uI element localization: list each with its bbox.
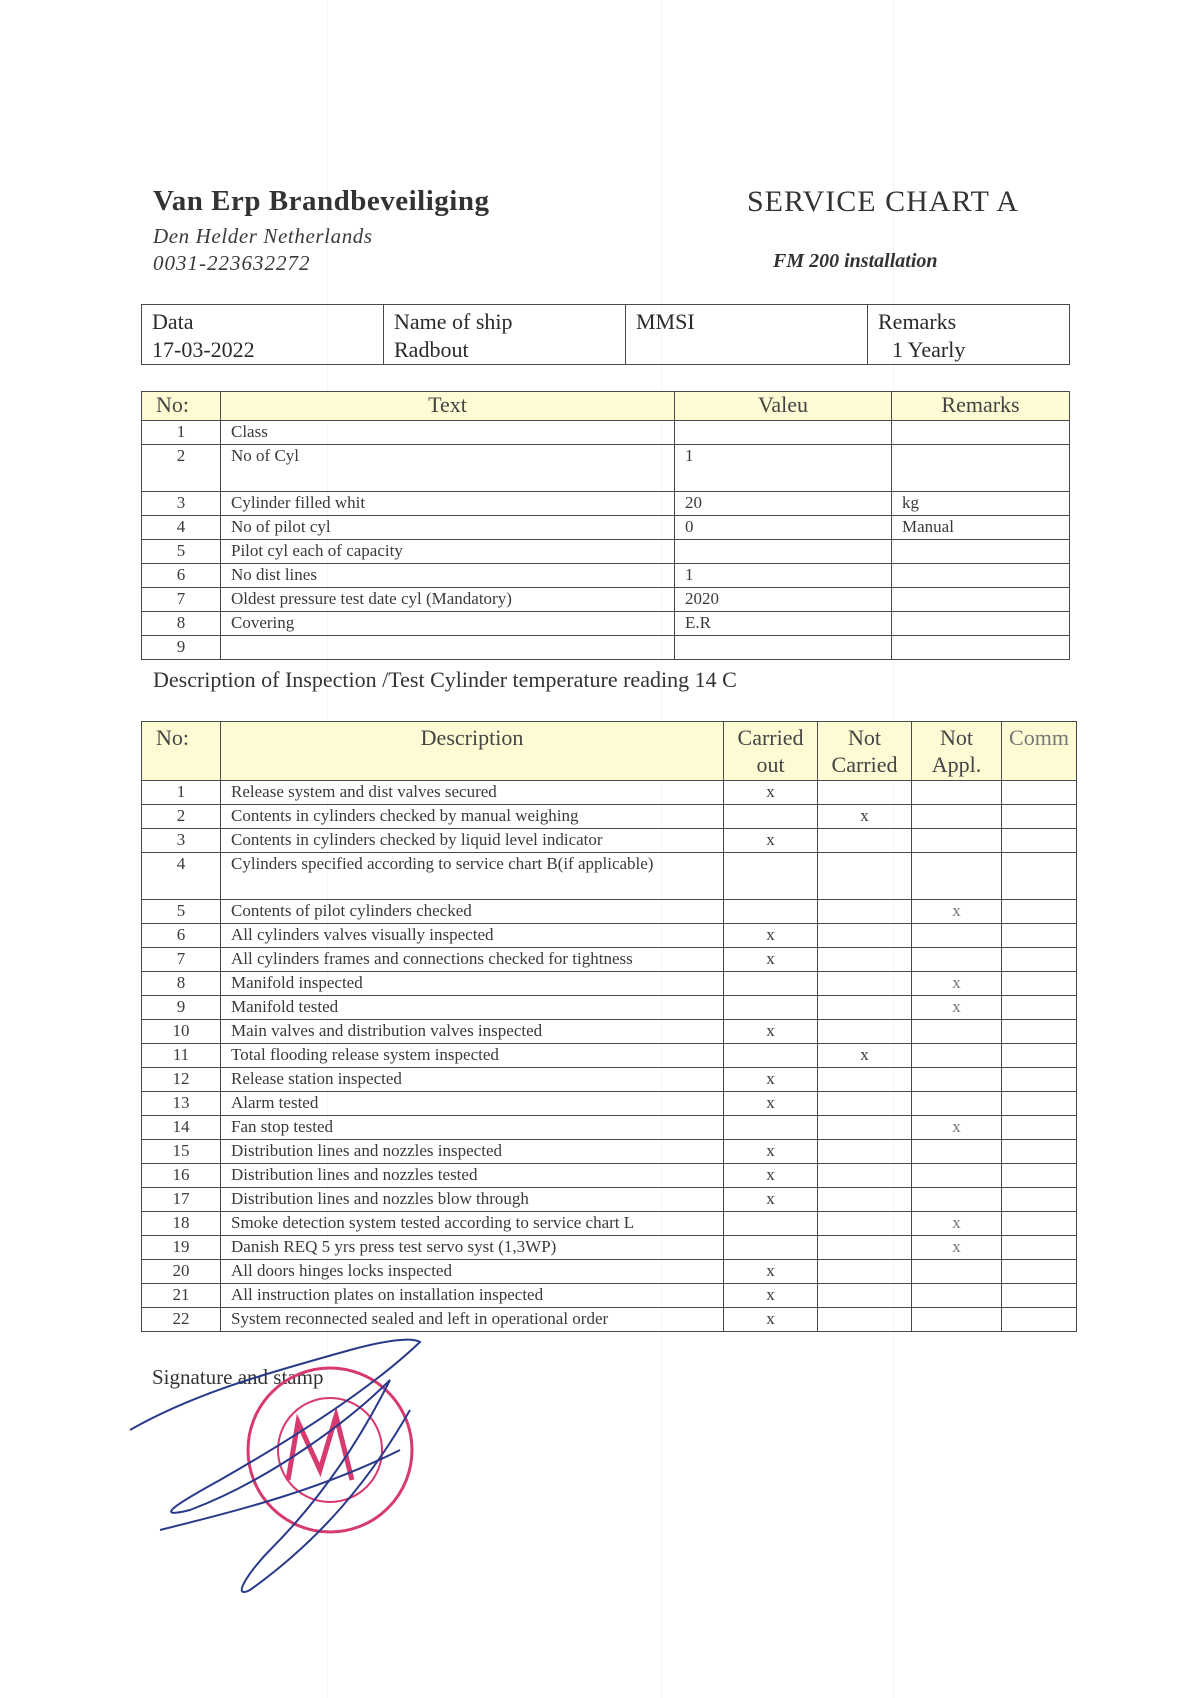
cell-comm xyxy=(1002,1092,1077,1116)
cell-not-appl xyxy=(912,1164,1002,1188)
cell-not-appl xyxy=(912,1188,1002,1212)
cell-comm xyxy=(1002,853,1077,900)
spec-table xyxy=(141,391,1070,660)
spec-cell-text: Cylinder filled whit xyxy=(221,492,675,516)
spec-cell-value: 20 xyxy=(675,492,892,516)
cell-not-carried xyxy=(818,1188,912,1212)
cell-not-carried xyxy=(818,948,912,972)
insp-header-not-carried xyxy=(818,722,912,781)
cell-comm xyxy=(1002,1308,1077,1332)
signature-stamp xyxy=(120,1330,460,1630)
spec-header-text: Text xyxy=(221,392,675,421)
cell-not-appl xyxy=(912,853,1002,900)
inspection-row xyxy=(142,1260,1077,1284)
cell-comm xyxy=(1002,1116,1077,1140)
spec-row xyxy=(142,612,1070,636)
cell-not-appl xyxy=(912,1236,1002,1260)
cell-carried-out xyxy=(724,1092,818,1116)
inspection-row xyxy=(142,853,1077,900)
cell-description: Release system and dist valves secured xyxy=(221,781,724,805)
cell-not-appl xyxy=(912,924,1002,948)
inspection-row xyxy=(142,996,1077,1020)
spec-cell-no: 3 xyxy=(142,492,221,516)
cell-carried-out xyxy=(724,1116,818,1140)
insp-header-not-appl xyxy=(912,722,1002,781)
cell-comm xyxy=(1002,1164,1077,1188)
cell-not-appl xyxy=(912,1092,1002,1116)
signature-label: Signature and stamp xyxy=(152,1365,324,1389)
spec-cell-remarks xyxy=(892,421,1070,445)
cell-carried-out xyxy=(724,1284,818,1308)
inspection-row xyxy=(142,1092,1077,1116)
cell-carried-out xyxy=(724,996,818,1020)
cell-not-carried xyxy=(818,900,912,924)
cell-not-carried xyxy=(818,1212,912,1236)
cell-description: Smoke detection system tested according to service chart L xyxy=(221,1212,724,1236)
cell-comm xyxy=(1002,1188,1077,1212)
spec-cell-remarks: kg xyxy=(892,492,1070,516)
spec-header-remarks: Remarks xyxy=(892,392,1070,421)
cell-description: System reconnected sealed and left in operational order xyxy=(221,1308,724,1332)
check-mark: x xyxy=(766,1189,775,1208)
cell-comm xyxy=(1002,1236,1077,1260)
cell-comm xyxy=(1002,1044,1077,1068)
cell-not-appl xyxy=(912,1260,1002,1284)
cell-not-carried xyxy=(818,1308,912,1332)
cell-comm xyxy=(1002,1140,1077,1164)
cell-not-appl xyxy=(912,1068,1002,1092)
cell-carried-out xyxy=(724,1188,818,1212)
cell-not-appl xyxy=(912,948,1002,972)
cell-not-carried xyxy=(818,1020,912,1044)
cell-description: All cylinders frames and connections checked for tightness xyxy=(221,948,724,972)
cell-comm xyxy=(1002,900,1077,924)
cell-comm xyxy=(1002,829,1077,853)
cell-comm xyxy=(1002,805,1077,829)
spec-cell-text: No dist lines xyxy=(221,564,675,588)
check-mark: x xyxy=(952,997,961,1016)
spec-cell-remarks xyxy=(892,564,1070,588)
insp-header-carried-out-line2: out xyxy=(756,752,785,777)
inspection-row xyxy=(142,781,1077,805)
cell-not-appl xyxy=(912,972,1002,996)
spec-cell-no: 1 xyxy=(142,421,221,445)
inspection-row xyxy=(142,1236,1077,1260)
check-mark: x xyxy=(952,1117,961,1136)
inspection-row xyxy=(142,1284,1077,1308)
check-mark: x xyxy=(952,1237,961,1256)
check-mark: x xyxy=(860,1045,869,1064)
check-mark: x xyxy=(952,1213,961,1232)
spec-header-no: No: xyxy=(142,392,221,421)
ship-label: Name of ship xyxy=(394,309,513,334)
check-mark: x xyxy=(766,830,775,849)
spec-cell-no: 8 xyxy=(142,612,221,636)
check-mark: x xyxy=(766,1093,775,1112)
inspection-row xyxy=(142,900,1077,924)
spec-cell-no: 2 xyxy=(142,445,221,492)
cell-not-appl xyxy=(912,996,1002,1020)
spec-cell-remarks xyxy=(892,445,1070,492)
cell-description: All cylinders valves visually inspected xyxy=(221,924,724,948)
cell-description: Release station inspected xyxy=(221,1068,724,1092)
cell-carried-out xyxy=(724,1044,818,1068)
cell-not-appl xyxy=(912,781,1002,805)
cell-not-appl xyxy=(912,829,1002,853)
cell-description: Manifold inspected xyxy=(221,972,724,996)
cell-carried-out xyxy=(724,900,818,924)
spec-cell-remarks xyxy=(892,636,1070,660)
insp-header-no: No: xyxy=(142,722,221,781)
cell-comm xyxy=(1002,1284,1077,1308)
cell-description: Cylinders specified according to service chart B(if applicable) xyxy=(221,853,724,900)
cell-description: Distribution lines and nozzles inspected xyxy=(221,1140,724,1164)
inspection-row xyxy=(142,972,1077,996)
description-line: Description of Inspection /Test Cylinder temperature reading 14 C xyxy=(153,667,737,692)
spec-cell-remarks xyxy=(892,588,1070,612)
remarks-cell xyxy=(868,305,1070,365)
chart-title: SERVICE CHART A xyxy=(747,185,1019,218)
spec-cell-value xyxy=(675,540,892,564)
cell-no: 20 xyxy=(142,1260,221,1284)
cell-description: Manifold tested xyxy=(221,996,724,1020)
inspection-row xyxy=(142,948,1077,972)
cell-no: 16 xyxy=(142,1164,221,1188)
check-mark: x xyxy=(766,1165,775,1184)
cell-not-carried xyxy=(818,1116,912,1140)
inspection-row xyxy=(142,1188,1077,1212)
cell-comm xyxy=(1002,972,1077,996)
cell-not-appl xyxy=(912,1284,1002,1308)
cell-not-carried xyxy=(818,1284,912,1308)
cell-carried-out xyxy=(724,1020,818,1044)
cell-not-appl xyxy=(912,1308,1002,1332)
inspection-table xyxy=(141,721,1077,1332)
check-mark: x xyxy=(766,782,775,801)
cell-no: 6 xyxy=(142,924,221,948)
date-cell xyxy=(142,305,384,365)
cell-description: Total flooding release system inspected xyxy=(221,1044,724,1068)
cell-not-appl xyxy=(912,805,1002,829)
cell-description: Contents of pilot cylinders checked xyxy=(221,900,724,924)
spec-row xyxy=(142,636,1070,660)
spec-cell-remarks xyxy=(892,612,1070,636)
cell-comm xyxy=(1002,1020,1077,1044)
spec-row xyxy=(142,492,1070,516)
cell-no: 12 xyxy=(142,1068,221,1092)
spec-row xyxy=(142,445,1070,492)
cell-description: Contents in cylinders checked by liquid level indicator xyxy=(221,829,724,853)
ship-value: Radbout xyxy=(394,337,469,362)
spec-cell-value: 0 xyxy=(675,516,892,540)
cell-description: Distribution lines and nozzles tested xyxy=(221,1164,724,1188)
company-name: Van Erp Brandbeveiliging xyxy=(153,185,490,217)
inspection-row xyxy=(142,924,1077,948)
cell-comm xyxy=(1002,996,1077,1020)
insp-header-carried-out-line1: Carried xyxy=(737,725,804,750)
check-mark: x xyxy=(860,806,869,825)
spec-cell-remarks xyxy=(892,540,1070,564)
cell-comm xyxy=(1002,924,1077,948)
spec-row xyxy=(142,421,1070,445)
cell-not-appl xyxy=(912,1212,1002,1236)
company-phone: 0031-223632272 xyxy=(153,251,311,275)
check-mark: x xyxy=(766,925,775,944)
spec-cell-text: Oldest pressure test date cyl (Mandatory) xyxy=(221,588,675,612)
cell-not-carried xyxy=(818,805,912,829)
inspection-row xyxy=(142,829,1077,853)
inspection-row xyxy=(142,1068,1077,1092)
info-table xyxy=(141,304,1070,365)
cell-not-carried xyxy=(818,781,912,805)
cell-carried-out xyxy=(724,1308,818,1332)
cell-not-carried xyxy=(818,1236,912,1260)
cell-not-appl xyxy=(912,900,1002,924)
spec-cell-text xyxy=(221,636,675,660)
spec-cell-value xyxy=(675,421,892,445)
spec-row xyxy=(142,588,1070,612)
spec-cell-text: Pilot cyl each of capacity xyxy=(221,540,675,564)
company-block xyxy=(153,185,489,276)
spec-cell-text: Class xyxy=(221,421,675,445)
cell-not-appl xyxy=(912,1116,1002,1140)
cell-description: Alarm tested xyxy=(221,1092,724,1116)
cell-no: 7 xyxy=(142,948,221,972)
spec-cell-text: Covering xyxy=(221,612,675,636)
ship-cell xyxy=(384,305,626,365)
cell-carried-out xyxy=(724,972,818,996)
cell-carried-out xyxy=(724,924,818,948)
cell-no: 14 xyxy=(142,1116,221,1140)
spec-row xyxy=(142,564,1070,588)
cell-not-carried xyxy=(818,996,912,1020)
insp-header-comm: Comm xyxy=(1002,722,1077,781)
cell-not-carried xyxy=(818,829,912,853)
mmsi-cell xyxy=(626,305,868,365)
check-mark: x xyxy=(766,1285,775,1304)
cell-carried-out xyxy=(724,1236,818,1260)
cell-carried-out xyxy=(724,805,818,829)
cell-no: 17 xyxy=(142,1188,221,1212)
inspection-row xyxy=(142,1140,1077,1164)
spec-cell-text: No of pilot cyl xyxy=(221,516,675,540)
cell-carried-out xyxy=(724,1140,818,1164)
company-location: Den Helder Netherlands xyxy=(153,224,373,248)
spec-cell-value: E.R xyxy=(675,612,892,636)
mmsi-label: MMSI xyxy=(636,309,695,334)
inspection-row xyxy=(142,805,1077,829)
insp-header-not-appl-line1: Not xyxy=(940,725,973,750)
cell-not-carried xyxy=(818,853,912,900)
date-label: Data xyxy=(152,309,194,334)
handwritten-signature xyxy=(130,1340,420,1592)
spec-cell-no: 5 xyxy=(142,540,221,564)
cell-not-carried xyxy=(818,1068,912,1092)
inspection-table-body xyxy=(142,781,1077,1332)
inspection-row xyxy=(142,1020,1077,1044)
cell-no: 18 xyxy=(142,1212,221,1236)
cell-not-carried xyxy=(818,924,912,948)
cell-description: Danish REQ 5 yrs press test servo syst (1,3WP) xyxy=(221,1236,724,1260)
cell-comm xyxy=(1002,781,1077,805)
check-mark: x xyxy=(766,1141,775,1160)
cell-not-carried xyxy=(818,972,912,996)
cell-no: 22 xyxy=(142,1308,221,1332)
spec-cell-no: 9 xyxy=(142,636,221,660)
check-mark: x xyxy=(766,1021,775,1040)
cell-no: 2 xyxy=(142,805,221,829)
remarks-label: Remarks xyxy=(878,309,957,334)
cell-no: 21 xyxy=(142,1284,221,1308)
spec-cell-value: 2020 xyxy=(675,588,892,612)
inspection-row xyxy=(142,1308,1077,1332)
cell-no: 1 xyxy=(142,781,221,805)
cell-description: Main valves and distribution valves inspected xyxy=(221,1020,724,1044)
inspection-row xyxy=(142,1044,1077,1068)
cell-description: Contents in cylinders checked by manual weighing xyxy=(221,805,724,829)
cell-not-carried xyxy=(818,1092,912,1116)
cell-no: 13 xyxy=(142,1092,221,1116)
spec-cell-value xyxy=(675,636,892,660)
check-mark: x xyxy=(766,949,775,968)
check-mark: x xyxy=(952,973,961,992)
signature-stroke xyxy=(130,1340,420,1592)
cell-no: 5 xyxy=(142,900,221,924)
cell-carried-out xyxy=(724,1068,818,1092)
cell-carried-out xyxy=(724,1164,818,1188)
check-mark: x xyxy=(766,1309,775,1328)
spec-row xyxy=(142,540,1070,564)
cell-no: 9 xyxy=(142,996,221,1020)
cell-carried-out xyxy=(724,1212,818,1236)
cell-description: Distribution lines and nozzles blow through xyxy=(221,1188,724,1212)
cell-comm xyxy=(1002,1068,1077,1092)
cell-not-appl xyxy=(912,1044,1002,1068)
spec-cell-value: 1 xyxy=(675,445,892,492)
cell-no: 4 xyxy=(142,853,221,900)
cell-description: All doors hinges locks inspected xyxy=(221,1260,724,1284)
cell-no: 11 xyxy=(142,1044,221,1068)
cell-no: 19 xyxy=(142,1236,221,1260)
spec-cell-no: 6 xyxy=(142,564,221,588)
inspection-row xyxy=(142,1212,1077,1236)
cell-description: All instruction plates on installation inspected xyxy=(221,1284,724,1308)
insp-header-not-carried-line2: Carried xyxy=(831,752,898,777)
spec-header-value: Valeu xyxy=(675,392,892,421)
cell-comm xyxy=(1002,1212,1077,1236)
check-mark: x xyxy=(766,1069,775,1088)
spec-table-body xyxy=(142,421,1070,660)
insp-header-description: Description xyxy=(221,722,724,781)
check-mark: x xyxy=(766,1261,775,1280)
inspection-row xyxy=(142,1116,1077,1140)
cell-no: 15 xyxy=(142,1140,221,1164)
cell-not-carried xyxy=(818,1140,912,1164)
chart-subtitle: FM 200 installation xyxy=(773,250,938,272)
cell-no: 3 xyxy=(142,829,221,853)
check-mark: x xyxy=(952,901,961,920)
spec-cell-value: 1 xyxy=(675,564,892,588)
cell-no: 8 xyxy=(142,972,221,996)
cell-comm xyxy=(1002,948,1077,972)
spec-row xyxy=(142,516,1070,540)
remarks-value: 1 Yearly xyxy=(892,337,966,362)
cell-description: Fan stop tested xyxy=(221,1116,724,1140)
date-value: 17-03-2022 xyxy=(152,337,255,362)
cell-no: 10 xyxy=(142,1020,221,1044)
stamp-logo xyxy=(288,1416,352,1480)
spec-cell-no: 7 xyxy=(142,588,221,612)
inspection-row xyxy=(142,1164,1077,1188)
cell-not-carried xyxy=(818,1260,912,1284)
cell-carried-out xyxy=(724,948,818,972)
insp-header-not-appl-line2: Appl. xyxy=(931,752,982,777)
cell-carried-out xyxy=(724,1260,818,1284)
spec-cell-text: No of Cyl xyxy=(221,445,675,492)
cell-carried-out xyxy=(724,853,818,900)
insp-header-carried-out xyxy=(724,722,818,781)
cell-not-carried xyxy=(818,1044,912,1068)
cell-carried-out xyxy=(724,781,818,805)
cell-not-carried xyxy=(818,1164,912,1188)
spec-cell-remarks: Manual xyxy=(892,516,1070,540)
cell-comm xyxy=(1002,1260,1077,1284)
spec-cell-no: 4 xyxy=(142,516,221,540)
insp-header-not-carried-line1: Not xyxy=(848,725,881,750)
cell-not-appl xyxy=(912,1020,1002,1044)
cell-carried-out xyxy=(724,829,818,853)
cell-not-appl xyxy=(912,1140,1002,1164)
